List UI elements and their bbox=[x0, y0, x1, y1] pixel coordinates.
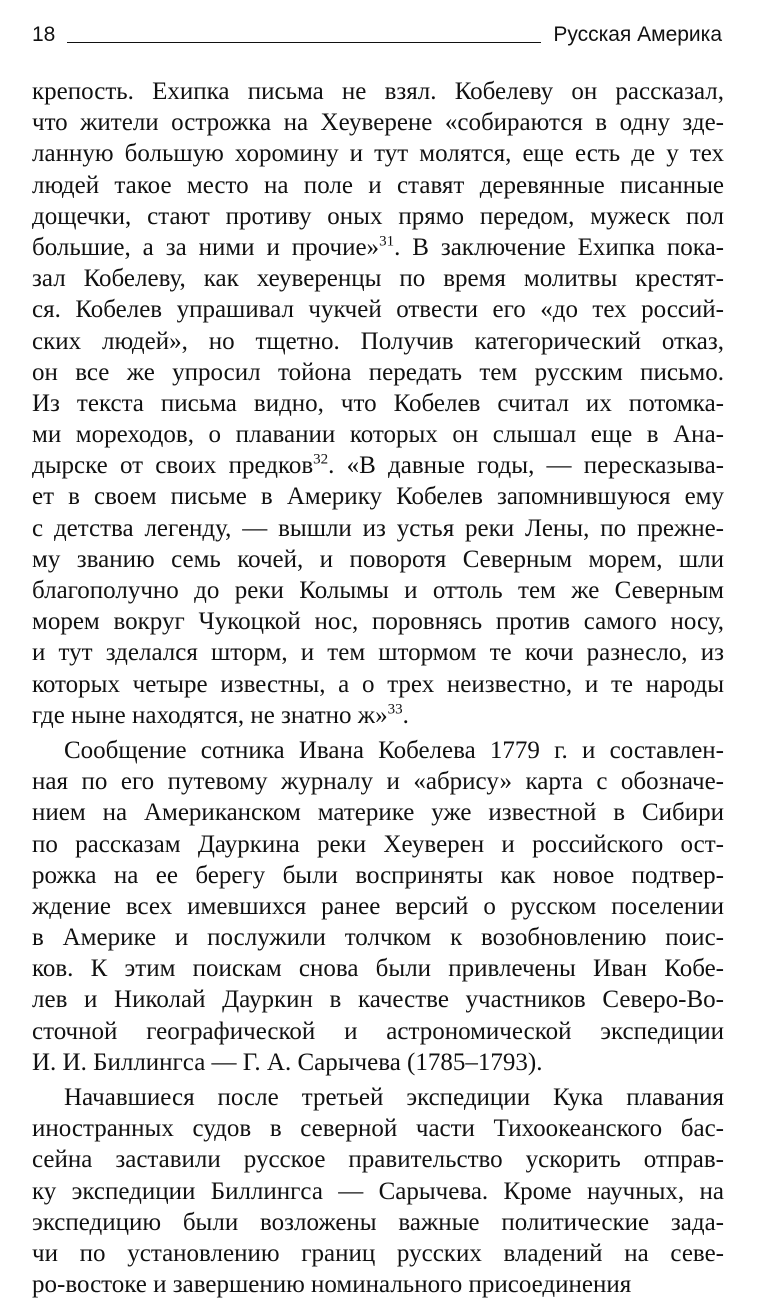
text-line bbox=[32, 829, 724, 860]
text-line bbox=[32, 735, 724, 766]
text-line bbox=[32, 606, 724, 637]
line-text: с детства легенду, — вышли из устья реки Лены, по прежне- bbox=[32, 514, 724, 542]
page-header bbox=[32, 18, 722, 48]
line-text: чи по установлению границ русских владений на севе- bbox=[32, 1239, 724, 1267]
text-line bbox=[32, 201, 724, 232]
text-line bbox=[32, 232, 724, 263]
text-line bbox=[32, 76, 724, 107]
text-line bbox=[32, 544, 724, 575]
line-text: иностранных судов в северной части Тихоокеанского бас- bbox=[32, 1115, 724, 1143]
line-text: морем вокруг Чукоцкой нос, поровнясь против самого носу, bbox=[32, 608, 724, 636]
line-text: ся. Кобелев упрашивал чукчей отвести его «до тех россий- bbox=[32, 296, 724, 324]
text-line bbox=[32, 138, 724, 169]
text-line bbox=[32, 637, 724, 668]
text-line bbox=[32, 1047, 724, 1078]
text-line bbox=[32, 669, 724, 700]
text-line bbox=[32, 1016, 724, 1047]
paragraph bbox=[32, 76, 724, 731]
text-line bbox=[32, 891, 724, 922]
line-text: лев и Николай Дауркин в качестве участников Северо-Во- bbox=[32, 986, 724, 1014]
line-text: сточной географической и астрономической экспедиции bbox=[32, 1017, 724, 1045]
line-text: ков. К этим поискам снова были привлечены Иван Кобе- bbox=[32, 955, 724, 983]
line-text: в Америке и послужили толчком к возобновлению поис- bbox=[32, 924, 724, 952]
text-line bbox=[32, 450, 724, 481]
footnote-ref: 32 bbox=[313, 451, 329, 468]
line-text: Начавшиеся после третьей экспедиции Кука плавания bbox=[64, 1084, 724, 1111]
line-text: экспедицию были возложены важные политические зада- bbox=[32, 1208, 724, 1236]
line-text: рожка на ее берегу были восприняты как новое подтвер- bbox=[32, 861, 724, 889]
line-text: дырске от своих предков bbox=[32, 452, 314, 480]
line-text: благополучно до реки Колымы и оттоль тем же Северным bbox=[32, 577, 724, 604]
line-text: и тут зделался шторм, и тем штормом те кочи разнесло, из bbox=[32, 639, 724, 667]
text-line bbox=[32, 953, 724, 984]
line-text: людей такое место на поле и ставят деревянные писанные bbox=[32, 171, 724, 199]
text-line bbox=[32, 1113, 724, 1144]
line-text: крепость. Ехипка письма не взял. Кобелеву он рассказал, bbox=[32, 78, 724, 105]
paragraph bbox=[32, 735, 724, 1078]
running-title: Русская Америка bbox=[553, 23, 722, 46]
line-text: ланную большую хоромину и тут молятся, еще есть де у тех bbox=[32, 140, 724, 168]
text-line bbox=[32, 263, 724, 294]
text-line bbox=[32, 1144, 724, 1175]
text-line bbox=[32, 984, 724, 1015]
line-text: по рассказам Дауркина реки Хеуверен и российского ост- bbox=[32, 830, 724, 858]
text-line bbox=[32, 860, 724, 891]
text-line bbox=[32, 170, 724, 201]
line-text: которых четыре известны, а о трех неизвестно, и те народы bbox=[32, 670, 724, 698]
text-line bbox=[32, 575, 724, 606]
text-line bbox=[32, 700, 724, 731]
line-text: дощечки, стают противу оных прямо передом, мужеск пол bbox=[32, 202, 724, 230]
line-text: он все же упросил тойона передать тем русским письмо. bbox=[32, 358, 724, 386]
text-line bbox=[32, 513, 724, 544]
text-line bbox=[32, 1207, 724, 1238]
line-text: большие, а за ними и прочие» bbox=[32, 233, 380, 261]
text-line bbox=[32, 797, 724, 828]
line-text: му званию семь кочей, и поворотя Северным морем, шли bbox=[32, 545, 724, 573]
header-rule bbox=[67, 42, 541, 43]
page-number: 18 bbox=[32, 23, 56, 46]
text-line bbox=[32, 1082, 724, 1113]
line-text: ми мореходов, о плавании которых он слышал еще в Ана- bbox=[32, 421, 724, 449]
line-text: что жители острожка на Хеуверене «собираются в одну зде- bbox=[32, 109, 724, 137]
text-line bbox=[32, 419, 724, 450]
text-line bbox=[32, 357, 724, 388]
text-line bbox=[32, 1176, 724, 1207]
line-text: ро-востоке и завершению номинального присоединения bbox=[32, 1271, 632, 1299]
text-line bbox=[32, 766, 724, 797]
footnote-ref: 31 bbox=[379, 233, 395, 250]
text-line bbox=[32, 388, 724, 419]
line-text: И. И. Биллингса — Г. А. Сарычева (1785–1793). bbox=[32, 1048, 543, 1076]
line-text-continued: . «В давные годы, — пересказыва- bbox=[328, 452, 724, 480]
text-line bbox=[32, 107, 724, 138]
line-text-continued: . В заключение Ехипка пока- bbox=[394, 233, 724, 261]
text-line bbox=[32, 481, 724, 512]
text-line bbox=[32, 922, 724, 953]
line-text: Сообщение сотника Ивана Кобелева 1779 г. и составлен- bbox=[64, 736, 724, 764]
line-text: ет в своем письме в Америку Кобелев запомнившуюся ему bbox=[32, 483, 724, 511]
line-text-continued: . bbox=[402, 701, 409, 729]
line-text: зал Кобелеву, как хеуверенцы по время молитвы крестят- bbox=[32, 265, 724, 293]
text-line bbox=[32, 294, 724, 325]
line-text: ских людей», но тщетно. Получив категорический отказ, bbox=[32, 327, 724, 355]
paragraph bbox=[32, 1082, 724, 1300]
text-line bbox=[32, 326, 724, 357]
body-text bbox=[32, 76, 724, 1300]
text-line bbox=[32, 1269, 724, 1300]
text-line bbox=[32, 1238, 724, 1269]
line-text: ждение всех имевшихся ранее версий о русском поселении bbox=[32, 892, 724, 920]
line-text: нием на Американском материке уже известной в Сибири bbox=[32, 799, 724, 827]
line-text: ку экспедиции Биллингса — Сарычева. Кроме научных, на bbox=[32, 1177, 724, 1205]
line-text: где ныне находятся, не знатно ж» bbox=[32, 701, 388, 729]
line-text: ная по его путевому журналу и «абрису» карта с обозначе- bbox=[32, 768, 724, 796]
line-text: сейна заставили русское правительство ускорить отправ- bbox=[32, 1146, 724, 1174]
line-text: Из текста письма видно, что Кобелев считал их потомка- bbox=[32, 389, 724, 417]
footnote-ref: 33 bbox=[387, 701, 403, 718]
